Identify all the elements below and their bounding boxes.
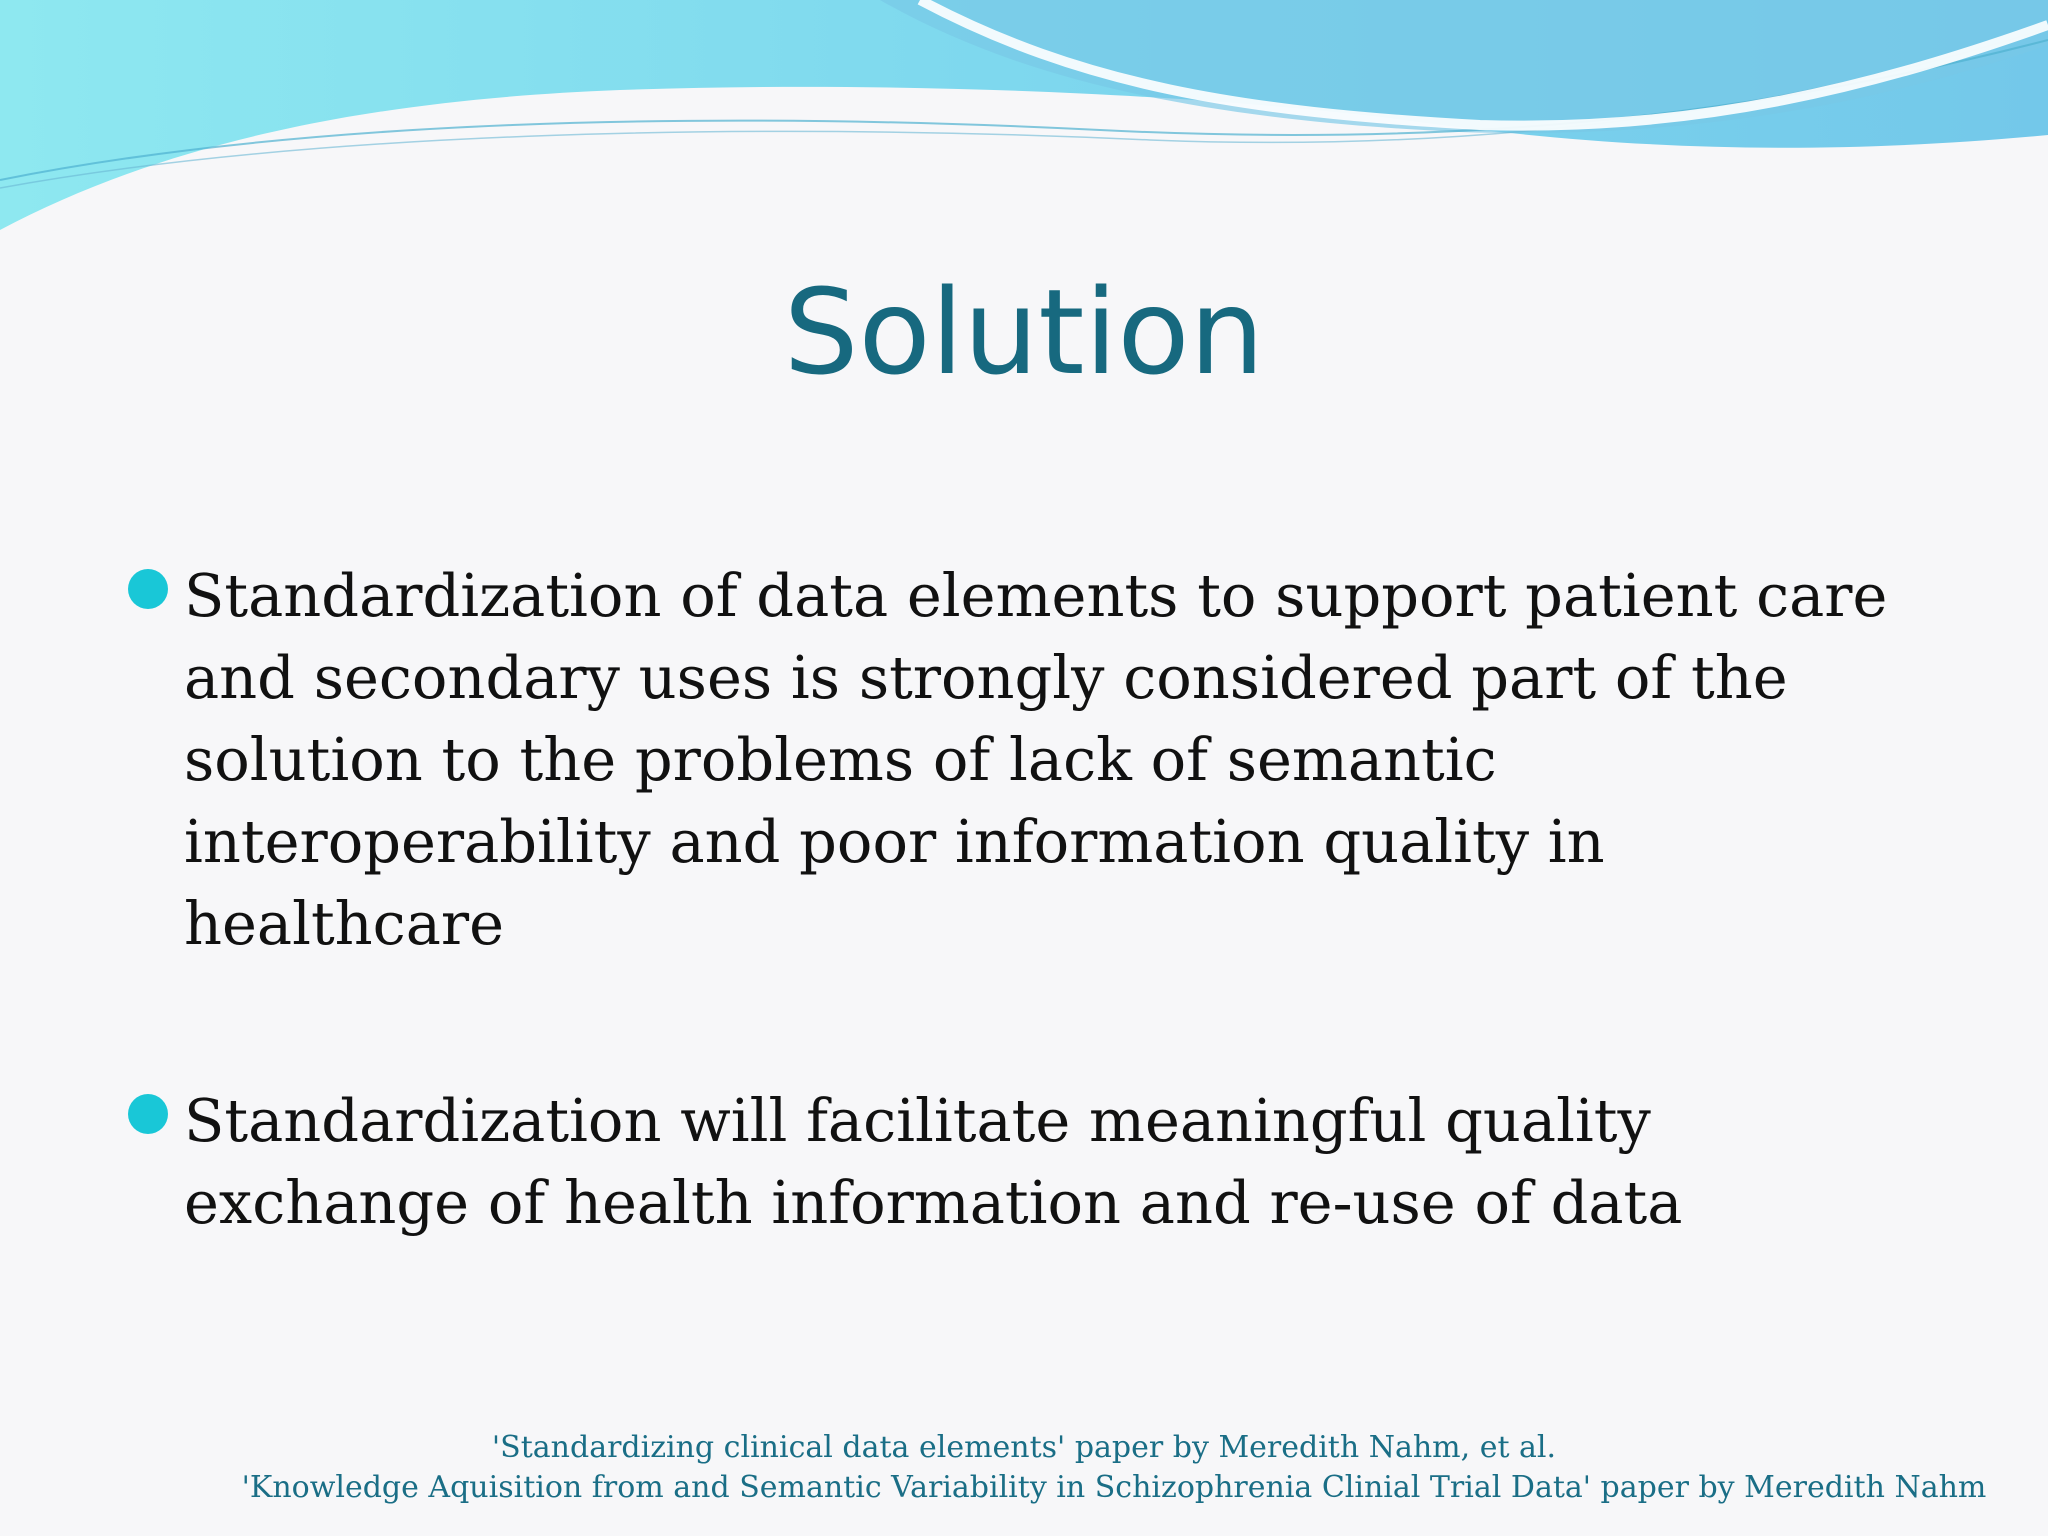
bullet-item [128, 555, 1908, 965]
reference-line: 'Knowledge Aquisition from and Semantic Variability in Schizophrenia Clinial Trial Data' paper by Meredith Nahm [241, 1470, 1987, 1505]
bullet-item [128, 1080, 1908, 1244]
bullet-marker-icon [128, 569, 168, 609]
bullet-list [128, 555, 1908, 1244]
bullet-text: Standardization of data elements to support patient care and secondary uses is strongly considered part of the solution to the problems of lack of semantic interoperability and poor information quality in healthcare [184, 561, 1888, 958]
slide-title: Solution [783, 263, 1265, 401]
reference-line: 'Standardizing clinical data elements' paper by Meredith Nahm, et al. [491, 1430, 1557, 1465]
bullet-text: Standardization will facilitate meaningful quality exchange of health information and re-use of data [184, 1086, 1683, 1237]
bullet-marker-icon [128, 1094, 168, 1134]
reference-list [0, 1428, 2048, 1508]
decorative-wave-header [0, 0, 2048, 260]
